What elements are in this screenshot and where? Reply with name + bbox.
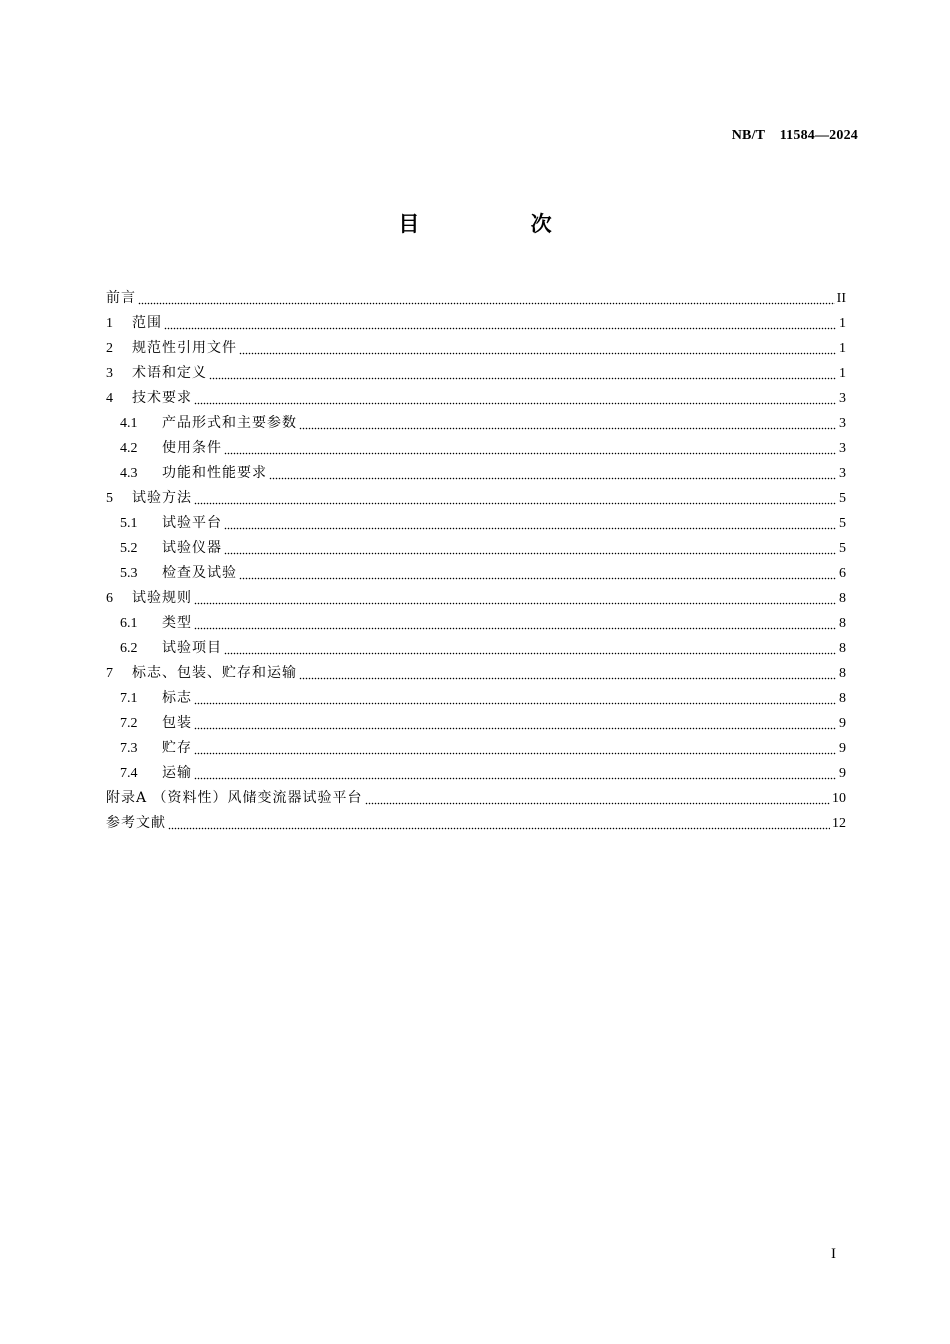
toc-entry-page: II: [836, 291, 846, 306]
toc-entry-number: 7.4: [120, 766, 138, 781]
toc-dot-leader: [194, 770, 836, 780]
toc-entry-title: 运输: [162, 765, 192, 781]
toc-entry-title: 标志: [162, 690, 192, 706]
toc-entry-number: 5.2: [120, 541, 138, 556]
toc-entry[interactable]: [106, 336, 846, 361]
toc-entry-page: 3: [839, 391, 846, 406]
toc-entry[interactable]: [106, 436, 846, 461]
toc-entry-page: 1: [839, 316, 846, 331]
toc-entry[interactable]: [106, 661, 846, 686]
toc-dot-leader: [164, 320, 836, 330]
toc-dot-leader: [209, 370, 836, 380]
toc-entry[interactable]: [106, 586, 846, 611]
toc-entry-title: 术语和定义: [132, 365, 207, 381]
toc-entry[interactable]: [106, 461, 846, 486]
standard-code: NB/T 11584—2024: [731, 128, 858, 143]
toc-entry-page: 3: [839, 441, 846, 456]
toc-entry-number: 2: [106, 341, 113, 356]
toc-entry-page: 5: [839, 491, 846, 506]
toc-entry-page: 5: [839, 541, 846, 556]
toc-entry-title: 参考文献: [106, 815, 166, 831]
toc-entry-number: 7.2: [120, 716, 138, 731]
toc-entry-page: 5: [839, 516, 846, 531]
toc-entry-title: 检查及试验: [162, 565, 237, 581]
toc-entry-title: 产品形式和主要参数: [162, 415, 297, 431]
toc-entry-page: 12: [832, 816, 846, 831]
toc-dot-leader: [299, 420, 836, 430]
toc-entry-title: 试验项目: [162, 640, 222, 656]
toc-entry-number: 5.3: [120, 566, 138, 581]
toc-entry[interactable]: [106, 811, 846, 836]
toc-dot-leader: [224, 545, 836, 555]
toc-entry-page: 9: [839, 741, 846, 756]
toc-dot-leader: [224, 520, 836, 530]
toc-entry[interactable]: [106, 561, 846, 586]
toc-entry-title: 功能和性能要求: [162, 465, 267, 481]
toc-dot-leader: [224, 445, 836, 455]
toc-entry-number: 4.1: [120, 416, 138, 431]
toc-entry-number: 5: [106, 491, 113, 506]
toc-dot-leader: [194, 620, 836, 630]
toc-entry-page: 8: [839, 616, 846, 631]
toc-entry-title: 类型: [162, 615, 192, 631]
toc-entry-number: 3: [106, 366, 113, 381]
table-of-contents: [106, 286, 846, 836]
toc-entry-title: 包装: [162, 715, 192, 731]
toc-dot-leader: [194, 745, 836, 755]
toc-entry-number: 7.1: [120, 691, 138, 706]
toc-entry[interactable]: [106, 611, 846, 636]
toc-entry-number: 4: [106, 391, 113, 406]
toc-entry-title: 使用条件: [162, 440, 222, 456]
toc-dot-leader: [239, 570, 836, 580]
toc-entry-title: 试验方法: [132, 490, 192, 506]
toc-entry-number: 6: [106, 591, 113, 606]
toc-entry-number: 6.1: [120, 616, 138, 631]
toc-entry[interactable]: [106, 311, 846, 336]
toc-dot-leader: [365, 795, 830, 805]
toc-entry-title: 规范性引用文件: [132, 340, 237, 356]
toc-entry-page: 6: [839, 566, 846, 581]
toc-dot-leader: [194, 395, 836, 405]
toc-entry-page: 9: [839, 716, 846, 731]
toc-entry[interactable]: [106, 386, 846, 411]
toc-dot-leader: [168, 820, 830, 830]
toc-dot-leader: [138, 295, 835, 305]
toc-entry-title: 标志、包装、贮存和运输: [132, 665, 297, 681]
toc-dot-leader: [194, 495, 836, 505]
toc-entry-title: 试验仪器: [162, 540, 222, 556]
toc-dot-leader: [194, 595, 836, 605]
toc-entry-title: 技术要求: [132, 390, 192, 406]
toc-entry-number: 6.2: [120, 641, 138, 656]
toc-entry[interactable]: [106, 411, 846, 436]
toc-entry-page: 8: [839, 641, 846, 656]
toc-dot-leader: [224, 645, 836, 655]
toc-entry[interactable]: [106, 361, 846, 386]
toc-entry-number: 7.3: [120, 741, 138, 756]
toc-entry-number: 7: [106, 666, 113, 681]
toc-entry-number: 4.2: [120, 441, 138, 456]
toc-entry[interactable]: [106, 761, 846, 786]
toc-entry-page: 8: [839, 666, 846, 681]
toc-dot-leader: [299, 670, 836, 680]
toc-entry[interactable]: [106, 286, 846, 311]
page-title: 目 次: [398, 212, 604, 236]
toc-entry-page: 9: [839, 766, 846, 781]
toc-entry-page: 1: [839, 366, 846, 381]
toc-entry-title: 试验规则: [132, 590, 192, 606]
toc-entry-title: 前言: [106, 290, 136, 306]
toc-entry-number: 1: [106, 316, 113, 331]
toc-entry-number: 4.3: [120, 466, 138, 481]
toc-entry-page: 3: [839, 466, 846, 481]
toc-entry[interactable]: [106, 786, 846, 811]
toc-dot-leader: [239, 345, 836, 355]
page-number: I: [831, 1246, 836, 1262]
toc-entry-page: 8: [839, 691, 846, 706]
toc-entry[interactable]: [106, 536, 846, 561]
toc-dot-leader: [194, 720, 836, 730]
toc-entry-page: 3: [839, 416, 846, 431]
toc-dot-leader: [194, 695, 836, 705]
toc-entry-page: 8: [839, 591, 846, 606]
toc-entry-page: 10: [832, 791, 846, 806]
toc-entry-title: 范围: [132, 315, 162, 331]
toc-entry[interactable]: [106, 636, 846, 661]
toc-dot-leader: [269, 470, 836, 480]
toc-entry[interactable]: [106, 511, 846, 536]
toc-entry[interactable]: [106, 736, 846, 761]
toc-entry[interactable]: [106, 686, 846, 711]
toc-entry-page: 1: [839, 341, 846, 356]
toc-entry-title: 试验平台: [162, 515, 222, 531]
toc-entry-title: 附录A （资料性）风储变流器试验平台: [106, 790, 363, 806]
toc-entry-title: 贮存: [162, 740, 192, 756]
toc-entry[interactable]: [106, 711, 846, 736]
toc-entry[interactable]: [106, 486, 846, 511]
toc-entry-number: 5.1: [120, 516, 138, 531]
